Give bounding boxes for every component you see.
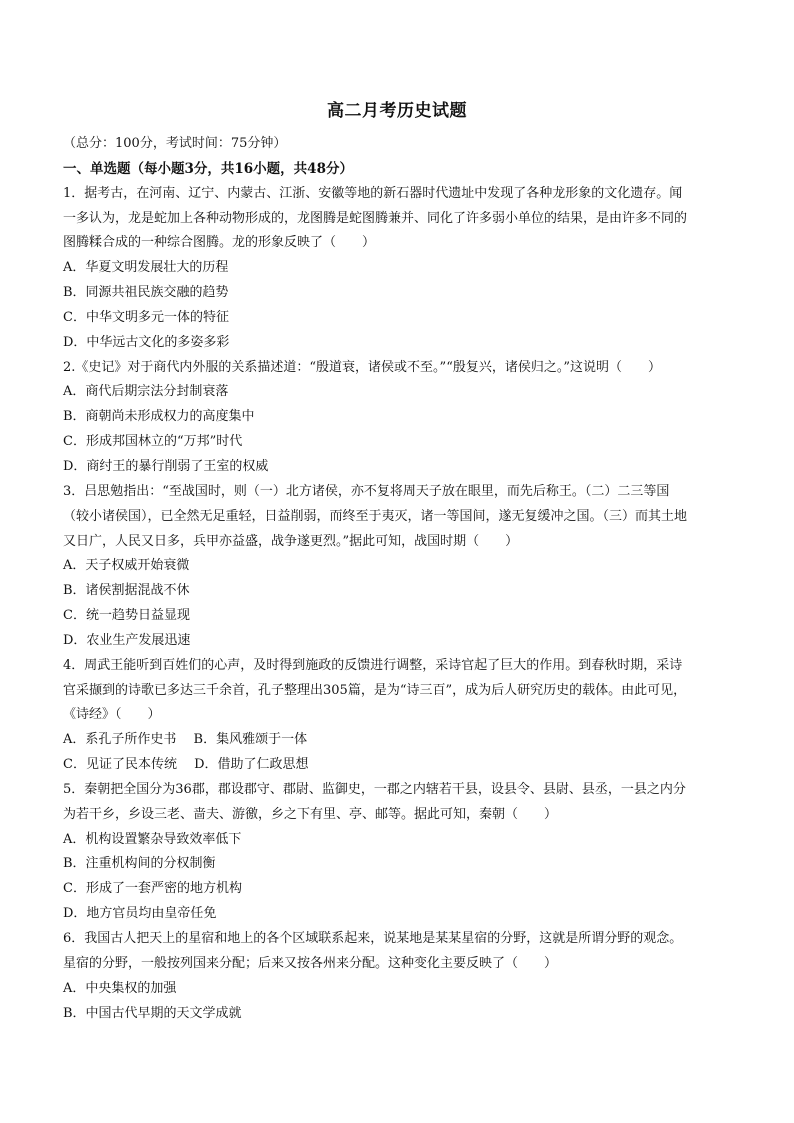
text-line: A．天子权威开始衰微: [63, 558, 190, 574]
text-line: B．同源共祖民族交融的趋势: [63, 285, 229, 301]
text-line: B．诸侯割据混战不休: [63, 583, 190, 599]
text-line: D．中华远古文化的多姿多彩: [63, 334, 230, 350]
section-heading: 一、单选题（每小题3分，共16小题，共48分）: [63, 160, 353, 177]
text-line: A．中央集权的加强: [63, 980, 177, 996]
text-line: 星宿的分野，一般按列国来分配；后来又按各州来分配。这种变化主要反映了（ ）: [63, 955, 558, 971]
text-line: 官采撷到的诗歌已多达三千余首，孔子整理出305篇，是为“诗三百”，成为后人研究历史的载体。由此可见，: [63, 682, 687, 698]
text-line: C．统一趋势日益显现: [63, 608, 190, 624]
text-line: 又日广，人民又日多，兵甲亦益盛，战争遂更烈。”据此可知，战国时期（ ）: [63, 533, 519, 549]
text-line: A．机构设置繁杂导致效率低下: [63, 831, 242, 847]
text-line: 图腾糅合成的一种综合图腾。龙的形象反映了（ ）: [63, 235, 376, 251]
text-line: 一多认为，龙是蛇加上各种动物形成的，龙图腾是蛇图腾兼并、同化了许多弱小单位的结果，是由许多不同的: [63, 210, 688, 226]
text-line: （较小诸侯国），已全然无足重轻，日益削弱，而终至于夷灭，诸一等国间，遂无复缓冲之国。（三）而其土地: [63, 508, 688, 524]
text-line: C．形成了一套严密的地方机构: [63, 881, 242, 897]
text-line: D．地方官员均由皇帝任免: [63, 906, 217, 922]
text-line: 3．吕思勉指出：“至战国时，则（一）北方诸侯，亦不复将周天子放在眼里，而先后称王。（二）二三等国: [63, 483, 670, 499]
exam-info: （总分：100分，考试时间：75分钟）: [63, 136, 287, 151]
text-line: 6．我国古人把天上的星宿和地上的各个区域联系起来，说某地是某某星宿的分野，这就是所谓分野的观念。: [63, 931, 683, 946]
text-line: C．见证了民本传统 D．借助了仁政思想: [63, 757, 309, 773]
text-line: 2.《史记》对于商代内外服的关系描述道：“殷道衰，诸侯或不至。”“殷复兴，诸侯归之。”这说明（ ）: [63, 359, 661, 375]
text-line: 1．据考古，在河南、辽宁、内蒙古、江浙、安徽等地的新石器时代遗址中发现了各种龙形象的文化遗存。闻: [63, 185, 683, 201]
text-line: 4．周武王能听到百姓们的心声，及时得到施政的反馈进行调整，采诗官起了巨大的作用。到春秋时期，采诗: [63, 657, 683, 673]
text-line: A．系孔子所作史书 B．集风雅颂于一体: [63, 732, 308, 748]
text-line: 《诗经》（ ）: [63, 707, 161, 723]
text-line: 5．秦朝把全国分为36郡，郡设郡守、郡尉、监御史，一郡之内辖若干县，设县令、县尉、县丞，一县之内分: [63, 781, 686, 797]
text-line: 为若干乡，乡设三老、啬夫、游徼，乡之下有里、亭、邮等。据此可知，秦朝（ ）: [63, 806, 558, 822]
text-line: C．中华文明多元一体的特征: [63, 309, 229, 325]
text-line: D．农业生产发展迅速: [63, 632, 191, 648]
text-line: C．形成邦国林立的“万邦”时代: [63, 434, 243, 450]
text-line: A．华夏文明发展壮大的历程: [63, 260, 229, 276]
exam-content: [63, 132, 739, 1026]
text-line: D．商纣王的暴行削弱了王室的权威: [63, 458, 269, 474]
text-line: B．中国古代早期的天文学成就: [63, 1005, 242, 1021]
text-line: A．商代后期宗法分封制衰落: [63, 384, 229, 400]
text-line: B．注重机构间的分权制衡: [63, 856, 216, 872]
text-line: B．商朝尚未形成权力的高度集中: [63, 409, 255, 425]
page-title: 高二月考历史试题: [327, 101, 467, 121]
